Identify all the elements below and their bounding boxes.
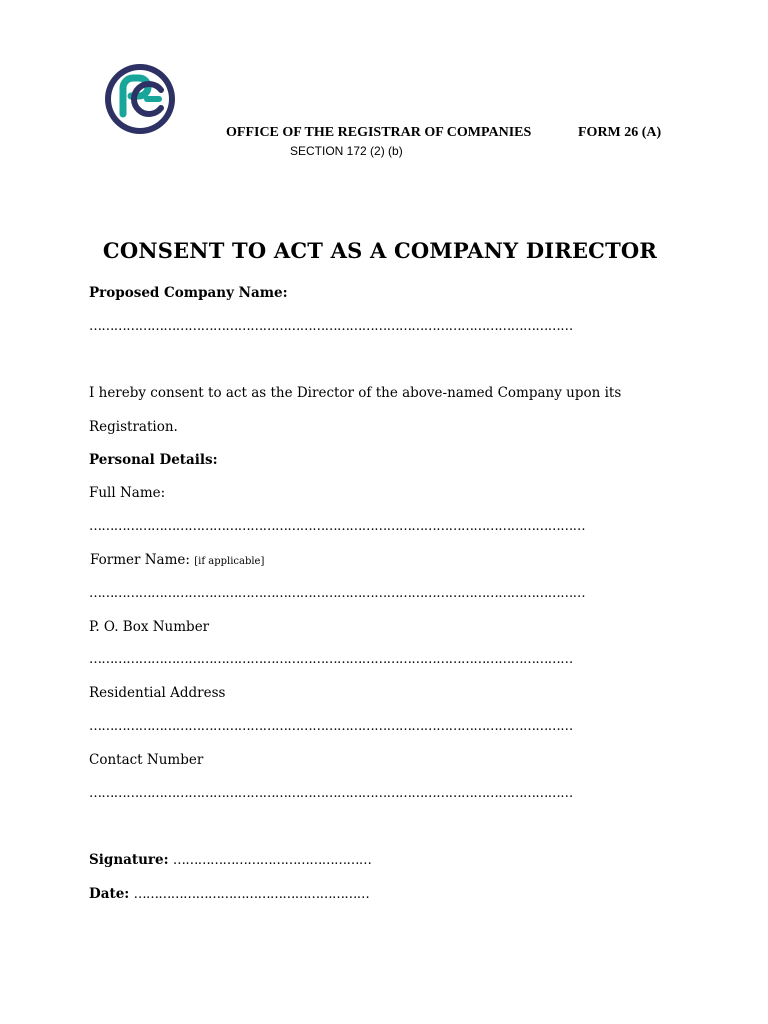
proposed-company-label: Proposed Company Name: [89,285,288,301]
former-name-label [90,552,264,568]
former-name-label-text: Former Name: [90,552,190,568]
page-title: CONSENT TO ACT AS A COMPANY DIRECTOR [102,238,658,263]
residential-address-field[interactable]: ……………………………………………………………………………………………………… [89,719,573,734]
former-name-field[interactable]: ………………………………………………………………………………………………………… [89,586,586,601]
registrar-office-heading: OFFICE OF THE REGISTRAR OF COMPANIES [226,125,532,140]
former-name-note: [if applicable] [194,556,265,567]
full-name-field[interactable]: ………………………………………………………………………………………………………… [89,519,586,534]
registrar-logo-icon [103,62,177,136]
date-field[interactable]: ………………………………………………… [133,887,370,902]
consent-statement-line2: Registration. [89,419,178,435]
full-name-label: Full Name: [89,485,166,501]
po-box-label: P. O. Box Number [89,619,210,635]
signature-row [89,852,371,868]
residential-address-label: Residential Address [89,685,226,701]
form-number: FORM 26 (A) [578,125,662,140]
proposed-company-field[interactable]: ……………………………………………………………………………………………………… [89,319,573,334]
date-row [89,886,369,902]
personal-details-heading: Personal Details: [89,452,218,468]
signature-field[interactable]: ………………………………………… [172,853,372,868]
contact-number-field[interactable]: ……………………………………………………………………………………………………… [89,786,573,801]
section-reference: SECTION 172 (2) (b) [290,144,403,158]
date-label: Date: [89,886,130,902]
consent-statement-line1: I hereby consent to act as the Director of the above-named Company upon its [89,385,622,401]
po-box-field[interactable]: ……………………………………………………………………………………………………… [89,652,573,667]
signature-label: Signature: [89,852,169,868]
contact-number-label: Contact Number [89,752,204,768]
